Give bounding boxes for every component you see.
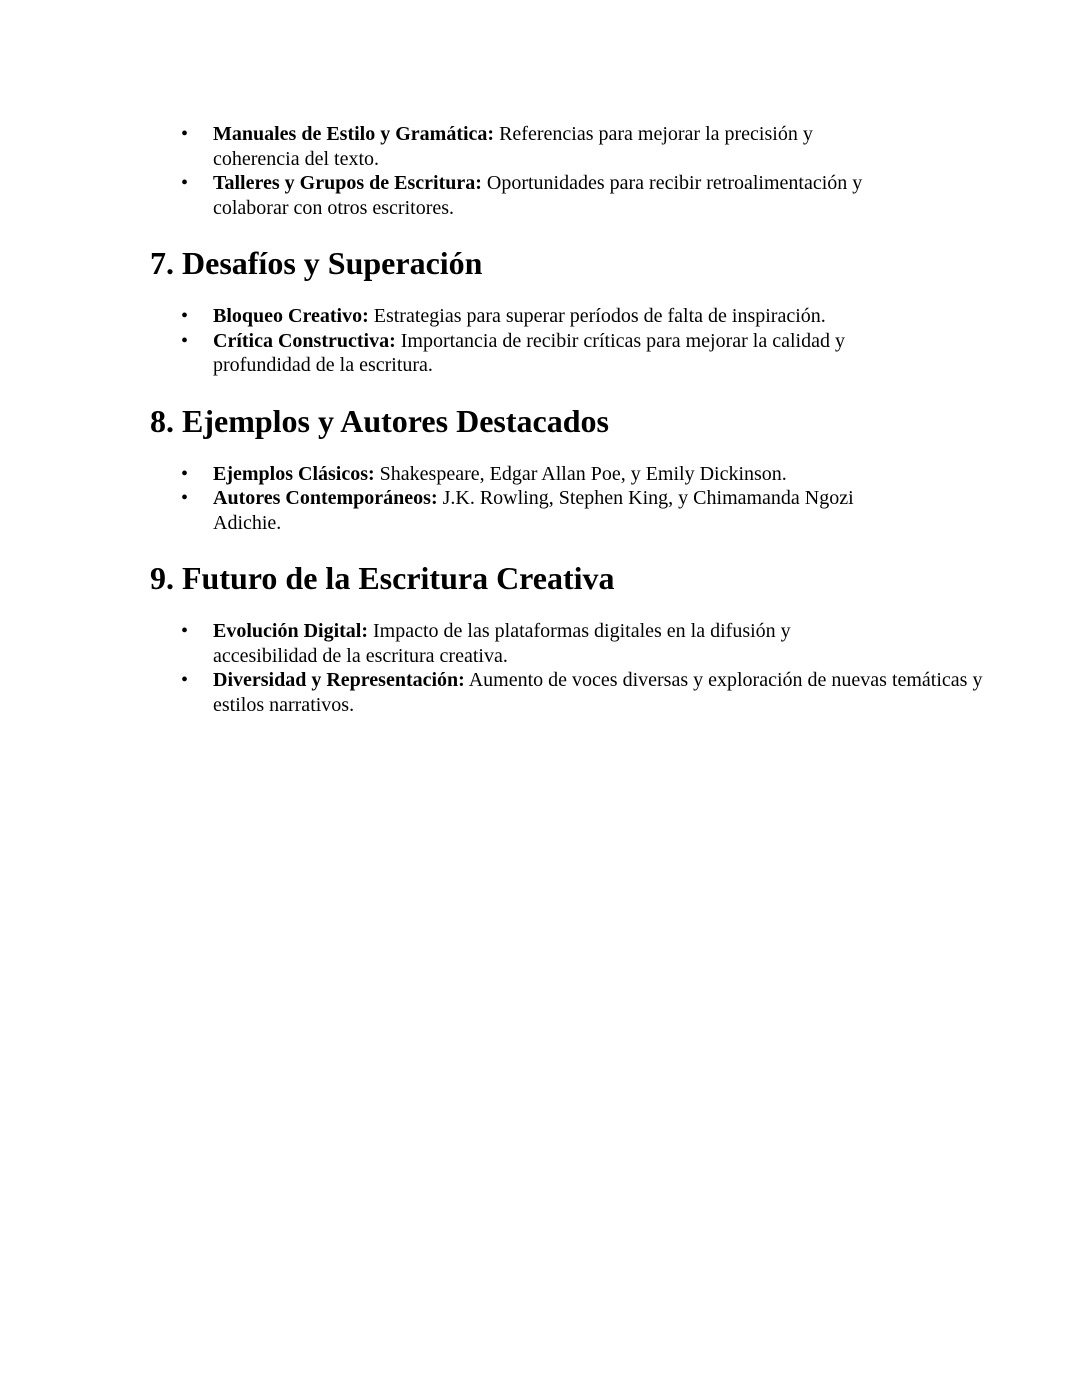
bullet: • <box>181 172 189 194</box>
section-heading-9: 9. Futuro de la Escritura Creativa <box>150 560 615 596</box>
list-item-term: Talleres y Grupos de Escritura: <box>213 172 482 194</box>
list-item-term: Manuales de Estilo y Gramática: <box>213 123 495 145</box>
list-item <box>150 619 833 668</box>
list-item <box>150 486 903 535</box>
bullet: • <box>181 669 189 691</box>
list-item-term: Evolución Digital: <box>213 620 369 642</box>
list-item <box>150 304 933 329</box>
section-heading-8: 8. Ejemplos y Autores Destacados <box>150 402 609 439</box>
bullet: • <box>181 123 189 145</box>
list-item-text: Estrategias para superar períodos de falta de inspiración. <box>368 305 826 327</box>
list-item <box>150 329 893 378</box>
document-page <box>150 122 983 717</box>
list-item-text: Shakespeare, Edgar Allan Poe, y Emily Dickinson. <box>374 462 787 485</box>
bullet: • <box>181 487 189 509</box>
list-item <box>150 462 933 487</box>
bullet: • <box>181 305 189 327</box>
list-item-text: Importancia de recibir críticas para mejorar la calidad y profundidad de la escritura. <box>213 329 845 376</box>
list-item-term: Crítica Constructiva: <box>213 329 396 352</box>
list-item-term: Autores Contemporáneos: <box>213 487 438 509</box>
list-item-term: Ejemplos Clásicos: <box>213 462 375 485</box>
bullet: • <box>181 462 189 485</box>
list-item-text: Aumento de voces diversas y exploración de nuevas temáticas y estilos narrativos. <box>213 669 983 716</box>
section-heading-7: 7. Desafíos y Superación <box>150 245 483 281</box>
list-item-text: J.K. Rowling, Stephen King, y Chimamanda Ngozi Adichie. <box>213 487 854 534</box>
list-item-text: Impacto de las plataformas digitales en la difusión y accesibilidad de la escritura creativa. <box>213 620 791 667</box>
section-7-list <box>150 304 950 378</box>
list-item <box>150 122 853 171</box>
bullet: • <box>181 620 189 642</box>
list-item-term: Diversidad y Representación: <box>213 669 465 691</box>
section-9-list <box>150 619 983 717</box>
list-item-term: Bloqueo Creativo: <box>213 305 369 327</box>
list-item-text: Referencias para mejorar la precisión y coherencia del texto. <box>213 123 813 170</box>
list-item <box>150 668 1003 717</box>
list-item <box>150 171 913 220</box>
section-8-list <box>150 462 950 536</box>
list-item-text: Oportunidades para recibir retroalimentación y colaborar con otros escritores. <box>213 172 863 219</box>
bullet: • <box>181 329 189 352</box>
resources-list <box>150 122 950 220</box>
